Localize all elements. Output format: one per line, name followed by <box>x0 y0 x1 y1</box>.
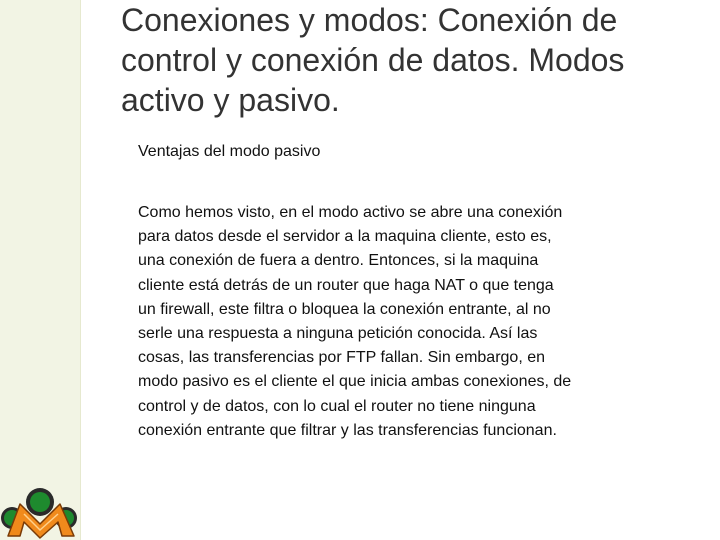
side-decor-band <box>0 0 80 540</box>
side-decor-edge <box>80 0 81 540</box>
body-paragraph: Como hemos visto, en el modo activo se abre una conexión para datos desde el servidor a la maquina cliente, esto es, una conexión de fuera a dentro. Entonces, si la maquina cliente está detrás de un router que haga NAT o que tenga un firewall, este filtra o bloquea la conexión entrante, al no serle una respuesta a ninguna petición conocida. Así las cosas, las transferencias por FTP fallan. Sin embargo, en modo pasivo es el cliente el que inicia ambas conexiones, de control y de datos, con lo cual el router no tiene ninguna conexión entrante que filtrar y las transferencias funcionan. <box>138 204 572 439</box>
slide-title: Conexiones y modos: Conexión de control y conexión de datos. Modos activo y pasivo. <box>121 2 625 118</box>
section-subtitle: Ventajas del modo pasivo <box>138 143 321 160</box>
m-globe-logo-icon <box>0 478 82 540</box>
